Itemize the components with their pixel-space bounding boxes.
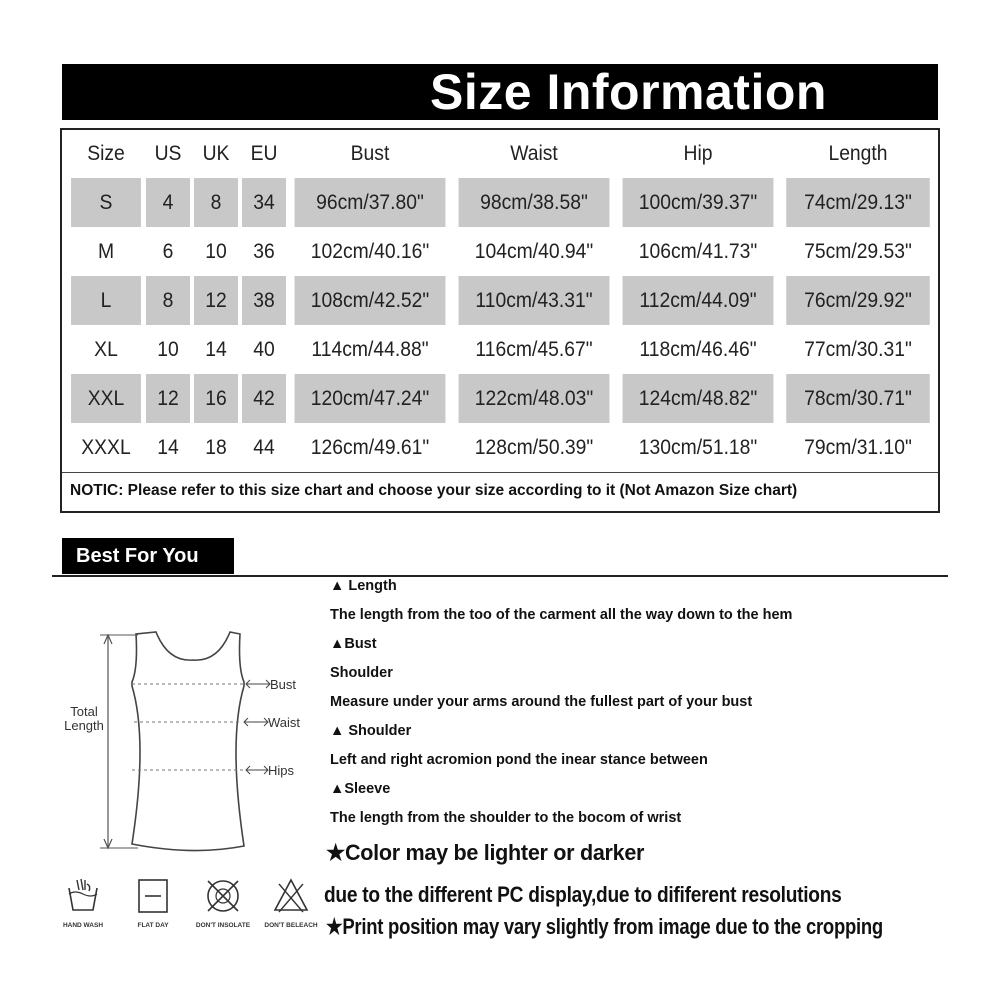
cell-bust: 108cm/42.52": [295, 276, 446, 325]
note-shoulder-label: Shoulder: [330, 665, 393, 681]
total-length-label-line2: Length: [64, 718, 104, 733]
cell-length: 74cm/29.13": [786, 178, 930, 227]
hand-wash-icon: [63, 876, 103, 916]
note-sleeve-heading: ▲Sleeve: [330, 781, 391, 797]
flat-dry-icon: [133, 876, 173, 916]
do-not-insolate-icon: [203, 876, 243, 916]
care-label: FLAT DAY: [137, 922, 169, 929]
cell-eu: 42: [242, 374, 286, 423]
cell-bust: 96cm/37.80": [295, 178, 446, 227]
cell-waist: 110cm/43.31": [459, 276, 610, 325]
header-size: Size: [87, 142, 125, 165]
color-note: ★Color may be lighter or darker: [326, 840, 645, 865]
cell-length: 79cm/31.10": [804, 435, 912, 459]
cell-waist: 98cm/38.58": [459, 178, 610, 227]
header-bust: Bust: [350, 142, 390, 165]
cell-size: M: [97, 239, 115, 263]
cell-us: 12: [146, 374, 190, 423]
size-notice: NOTIC: Please refer to this size chart and choose your size according to it (Not Amazon Size chart): [70, 482, 798, 499]
cell-eu: 34: [242, 178, 286, 227]
cell-eu: 44: [253, 435, 275, 459]
display-note: due to the different PC display,due to dififerent resolutions: [324, 882, 842, 907]
cell-length: 77cm/30.31": [804, 337, 912, 361]
cell-length: 75cm/29.53": [804, 239, 912, 263]
do-not-bleach-icon: [271, 876, 311, 916]
cell-waist: 122cm/48.03": [459, 374, 610, 423]
cell-waist: 116cm/45.67": [475, 337, 593, 361]
cell-length: 76cm/29.92": [786, 276, 930, 325]
cell-eu: 40: [253, 337, 275, 361]
note-shoulder-text: Left and right acromion pond the inear stance between: [330, 752, 708, 768]
size-table: [68, 130, 936, 472]
care-do-not-bleach: [256, 876, 326, 929]
cell-waist: 104cm/40.94": [474, 239, 594, 263]
best-for-you-heading: Best For You: [62, 538, 234, 574]
table-row: [68, 227, 936, 276]
cell-size: XXXL: [81, 435, 131, 459]
dress-outline: [132, 632, 244, 851]
bust-label: Bust: [270, 677, 297, 692]
cell-length: 78cm/30.71": [786, 374, 930, 423]
cell-hip: 124cm/48.82": [623, 374, 774, 423]
header-us: US: [154, 142, 182, 165]
cell-uk: 16: [194, 374, 238, 423]
bust-arrow: [246, 680, 270, 688]
cell-size: XL: [94, 337, 118, 361]
cell-us: 8: [146, 276, 190, 325]
cell-eu: 38: [242, 276, 286, 325]
cell-bust: 120cm/47.24": [295, 374, 446, 423]
note-length-heading: ▲ Length: [330, 578, 397, 594]
cell-hip: 106cm/41.73": [638, 239, 758, 263]
table-row: [68, 325, 936, 374]
cell-bust: 126cm/49.61": [310, 435, 430, 459]
cell-eu: 36: [253, 239, 275, 263]
notice-divider: [62, 472, 938, 473]
care-label: DON'T INSOLATE: [195, 922, 251, 929]
note-length-text: The length from the too of the carment all the way down to the hem: [330, 607, 793, 623]
waist-arrow: [244, 718, 268, 726]
waist-label: Waist: [268, 715, 301, 730]
care-label: HAND WASH: [62, 922, 104, 929]
cell-uk: 8: [194, 178, 238, 227]
cell-bust: 102cm/40.16": [310, 239, 430, 263]
cell-hip: 118cm/46.46": [639, 337, 757, 361]
cell-uk: 10: [205, 239, 227, 263]
title-banner: [62, 64, 938, 120]
care-do-not-insolate: [188, 876, 258, 929]
header-uk: UK: [202, 142, 230, 165]
cell-bust: 114cm/44.88": [311, 337, 429, 361]
header-eu: EU: [250, 142, 278, 165]
cell-us: 14: [157, 435, 179, 459]
table-row: [68, 276, 936, 325]
care-flat-dry: [118, 876, 188, 929]
hips-label: Hips: [268, 763, 295, 778]
header-hip: Hip: [683, 142, 713, 165]
page-title: Size Information: [430, 64, 827, 120]
cell-uk: 18: [205, 435, 227, 459]
table-row: [68, 374, 936, 423]
header-waist: Waist: [510, 142, 558, 165]
dress-measurement-diagram: [58, 620, 318, 860]
cell-us: 6: [162, 239, 174, 263]
cell-us: 4: [146, 178, 190, 227]
care-label: DON'T BELEACH: [264, 922, 318, 929]
note-bust-text: Measure under your arms around the fullest part of your bust: [330, 694, 753, 710]
cell-size: XXL: [71, 374, 141, 423]
care-hand-wash: [48, 876, 118, 929]
note-shoulder-heading: ▲ Shoulder: [330, 723, 412, 739]
cell-hip: 130cm/51.18": [638, 435, 758, 459]
table-header-row: [68, 130, 936, 178]
size-chart: [60, 128, 940, 513]
cell-size: S: [71, 178, 141, 227]
section-divider: [52, 575, 948, 577]
table-row: [68, 178, 936, 227]
cell-uk: 12: [194, 276, 238, 325]
note-sleeve-text: The length from the shoulder to the bocom of wrist: [330, 810, 682, 826]
table-row: [68, 423, 936, 472]
cell-waist: 128cm/50.39": [474, 435, 594, 459]
header-length: Length: [828, 142, 888, 165]
cell-hip: 112cm/44.09": [623, 276, 774, 325]
cell-uk: 14: [205, 337, 227, 361]
cell-hip: 100cm/39.37": [623, 178, 774, 227]
total-length-label-line1: Total: [70, 704, 98, 719]
note-bust-heading: ▲Bust: [330, 636, 377, 652]
cell-us: 10: [157, 337, 179, 361]
hips-arrow: [246, 766, 268, 774]
cell-size: L: [71, 276, 141, 325]
print-note: ★Print position may vary slightly from image due to the cropping: [326, 914, 883, 939]
